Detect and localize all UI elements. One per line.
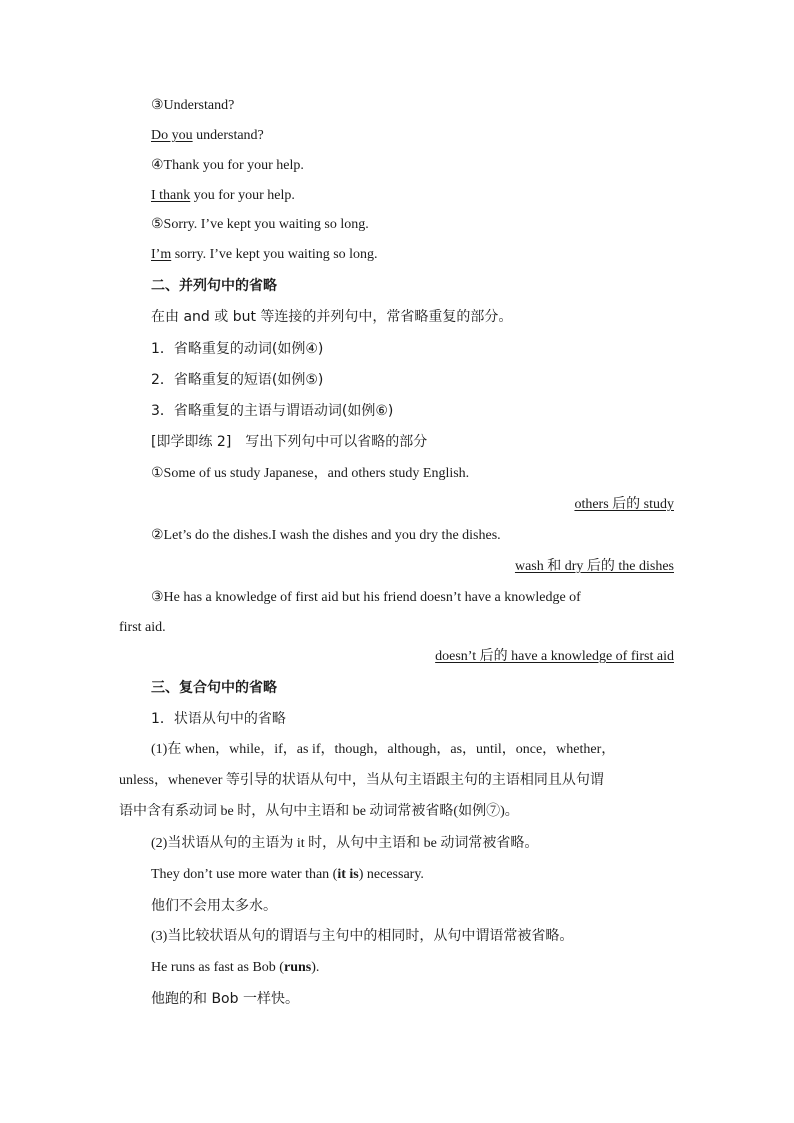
rule-item-1: 1．省略重复的动词(如例④) (151, 341, 324, 357)
subsection-1-heading: 1．状语从句中的省略 (151, 711, 286, 727)
rule-3: (3)当比较状语从句的谓语与主句中的相同时，从句中谓语常被省略。 (151, 929, 574, 944)
section-3-heading: 三、复合句中的省略 (151, 680, 277, 696)
practice-answer-2: wash 和 dry 后的 the dishes (514, 559, 674, 574)
example-text: He runs as fast as Bob ( (151, 960, 284, 975)
answer-text: you for your help. (190, 188, 295, 203)
example-4-answer (151, 186, 295, 206)
practice-answer-1: others 后的 study (574, 497, 674, 512)
rule-1-line1: (1)在 when，while，if，as if，though，although，as，until，once，whether， (151, 742, 616, 757)
rule-2: (2)当状语从句的主语为 it 时，从句中主语和 be 动词常被省略。 (151, 836, 539, 851)
rule-item-3: 3．省略重复的主语与谓语动词(如例⑥) (151, 403, 394, 419)
example-3-question: ③Understand? (151, 98, 235, 113)
practice-heading: [即学即练 2] 写出下列句中可以省略的部分 (151, 434, 428, 450)
rule-2-example (151, 865, 424, 885)
ellipsis-underline: I’m (151, 247, 172, 262)
section-2-heading: 二、并列句中的省略 (151, 278, 277, 294)
example-3-answer (151, 126, 264, 146)
practice-sentence-3-line1: ③He has a knowledge of first aid but his friend doesn’t have a knowledge of (151, 590, 581, 605)
section-2-intro: 在由 and 或 but 等连接的并列句中，常省略重复的部分。 (151, 309, 513, 325)
rule-1-line2: unless，whenever 等引导的状语从句中，当从句主语跟主句的主语相同且从句谓 (119, 773, 604, 788)
omitted-words: it is (337, 867, 359, 882)
practice-sentence-1: ①Some of us study Japanese，and others study English. (151, 466, 470, 481)
example-text: They don’t use more water than ( (151, 867, 338, 882)
practice-sentence-2: ②Let’s do the dishes.I wash the dishes and you dry the dishes. (151, 528, 501, 543)
ellipsis-underline: I thank (151, 188, 191, 203)
answer-text: sorry. I’ve kept you waiting so long. (171, 247, 378, 262)
rule-2-translation: 他们不会用太多水。 (151, 898, 277, 914)
example-4-question: ④Thank you for your help. (151, 158, 304, 173)
example-text: ) necessary. (358, 867, 424, 882)
ellipsis-underline: Do you (151, 128, 193, 143)
rule-3-example (151, 958, 319, 978)
example-5-question: ⑤Sorry. I’ve kept you waiting so long. (151, 217, 369, 232)
rule-item-2: 2．省略重复的短语(如例⑤) (151, 372, 324, 388)
example-5-answer (151, 245, 378, 265)
practice-answer-3: doesn’t 后的 have a knowledge of first aid (435, 649, 674, 664)
rule-3-translation: 他跑的和 Bob 一样快。 (151, 991, 299, 1007)
rule-1-line3: 语中含有系动词 be 时，从句中主语和 be 动词常被省略(如例⑦)。 (119, 804, 519, 819)
practice-sentence-3-line2: first aid. (119, 620, 166, 635)
answer-text: understand? (192, 128, 264, 143)
example-text: ). (311, 960, 320, 975)
omitted-words: runs (283, 960, 312, 975)
